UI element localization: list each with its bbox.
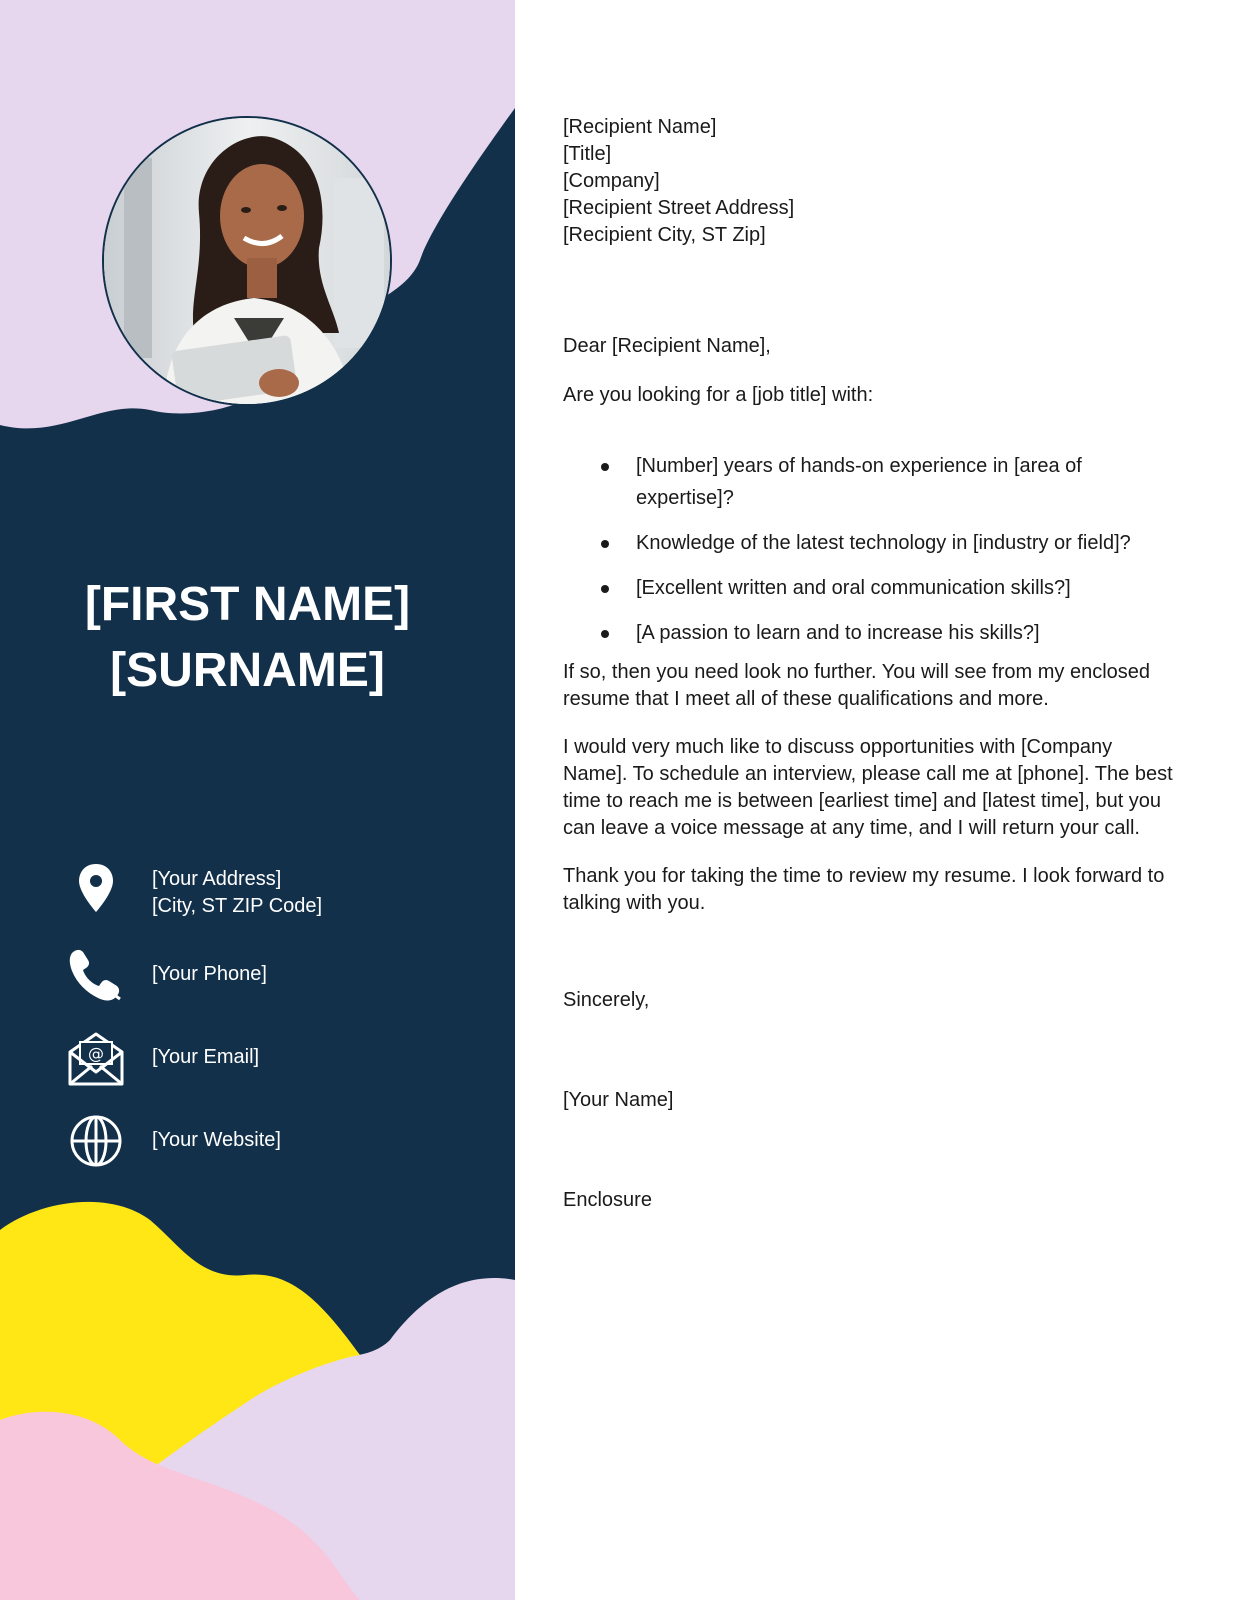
- recipient-block: [563, 114, 1173, 249]
- paragraph-thanks: Thank you for taking the time to review my resume. I look forward to talking with you.: [563, 865, 1165, 914]
- email-text: [Your Email]: [152, 1046, 260, 1068]
- first-name: [FIRST NAME]: [84, 578, 411, 631]
- svg-text:@: @: [88, 1044, 104, 1063]
- address-line2: [City, ST ZIP Code]: [152, 895, 323, 917]
- paragraph-interview: I would very much like to discuss opportunities with [Company Name]. To schedule an interview, please call me at [phone]. The best time to reach me is between [earliest time] and [latest time], but you can leave a voice message at any time, and I will return your call.: [563, 736, 1173, 839]
- email-icon: [66, 1028, 126, 1088]
- profile-photo: [102, 116, 392, 406]
- address-block: [152, 866, 322, 920]
- globe-icon: [66, 1111, 126, 1171]
- sidebar: [0, 0, 515, 1600]
- recipient-name: [Recipient Name]: [563, 116, 717, 138]
- address-line1: [Your Address]: [152, 868, 282, 890]
- list-item: [Number] years of hands-on experience in [area of expertise]?: [563, 450, 1173, 514]
- phone-icon: [66, 945, 126, 1005]
- applicant-name: [40, 572, 455, 704]
- surname: [SURNAME]: [110, 644, 385, 697]
- closing: Sincerely,: [563, 989, 650, 1011]
- list-item: [A passion to learn and to increase his skills?]: [563, 617, 1173, 649]
- list-item: [Excellent written and oral communication skills?]: [563, 572, 1173, 604]
- recipient-title: [Title]: [563, 143, 612, 165]
- location-pin-icon: [66, 860, 126, 920]
- signature-name: [Your Name]: [563, 1089, 674, 1111]
- qualification-list: [563, 450, 1173, 649]
- recipient-street: [Recipient Street Address]: [563, 197, 795, 219]
- website-text: [Your Website]: [152, 1129, 281, 1151]
- cover-letter-body: [563, 114, 1173, 1214]
- recipient-city: [Recipient City, ST Zip]: [563, 224, 766, 246]
- list-item: Knowledge of the latest technology in [industry or field]?: [563, 527, 1173, 559]
- paragraph-qualifications: If so, then you need look no further. You will see from my enclosed resume that I meet all of these qualifications and more.: [563, 661, 1151, 710]
- recipient-company: [Company]: [563, 170, 660, 192]
- enclosure: Enclosure: [563, 1189, 652, 1211]
- intro-line: Are you looking for a [job title] with:: [563, 384, 874, 406]
- phone-text: [Your Phone]: [152, 963, 267, 985]
- greeting: Dear [Recipient Name],: [563, 335, 771, 357]
